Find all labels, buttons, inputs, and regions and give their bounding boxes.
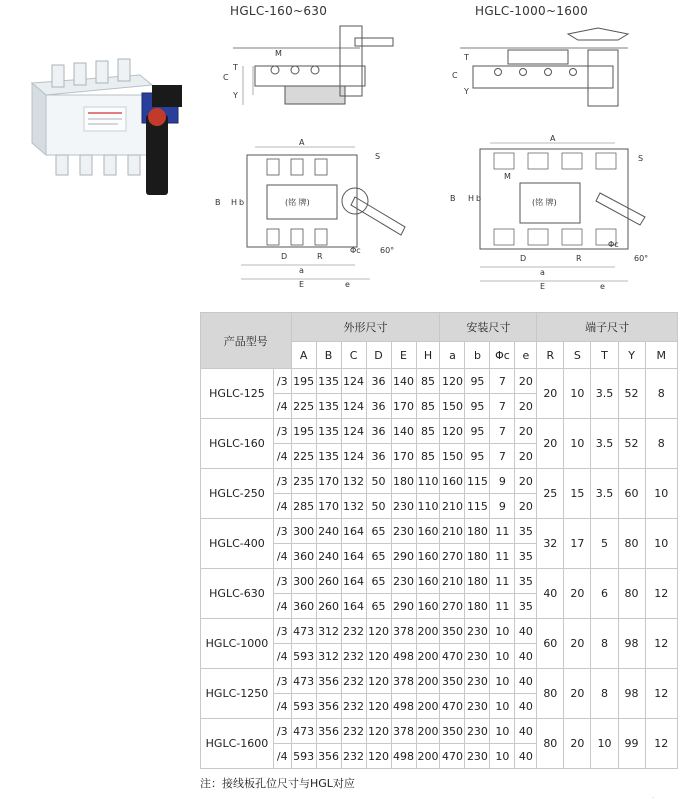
table-cell: 120: [366, 669, 391, 694]
table-cell: 120: [366, 694, 391, 719]
table-cell: 210: [440, 494, 465, 519]
terminal-cell: 3.5: [591, 469, 618, 519]
table-cell: 7: [490, 394, 515, 419]
side-view-left: [215, 20, 395, 120]
label-s-left: S: [375, 152, 381, 161]
terminal-cell: 8: [645, 419, 677, 469]
label-m-left: M: [275, 49, 282, 58]
header-group-row: [201, 313, 678, 342]
table-cell: 470: [440, 644, 465, 669]
model-name: HGLC-250: [201, 469, 274, 519]
table-cell: 230: [465, 719, 490, 744]
table-cell: 232: [341, 619, 366, 644]
table-cell: 160: [416, 569, 440, 594]
table-cell: 120: [366, 644, 391, 669]
model-header: 产品型号: [201, 313, 292, 369]
label-bsmall-left: b: [239, 198, 245, 207]
table-cell: 50: [366, 469, 391, 494]
table-cell: 10: [490, 619, 515, 644]
table-row: [201, 619, 678, 644]
label-d-right: D: [520, 254, 527, 263]
terminal-cell: 25: [537, 469, 564, 519]
table-cell: 36: [366, 394, 391, 419]
table-cell: 232: [341, 669, 366, 694]
terminal-cell: 20: [537, 369, 564, 419]
model-name: HGLC-160: [201, 419, 274, 469]
table-cell: 20: [515, 419, 537, 444]
table-cell: 200: [416, 694, 440, 719]
table-cell: 35: [515, 519, 537, 544]
pole-suffix: /4: [273, 644, 291, 669]
group-header: 端子尺寸: [537, 313, 678, 342]
pole-suffix: /4: [273, 444, 291, 469]
label-m-right: M: [504, 172, 511, 181]
table-cell: 230: [391, 519, 416, 544]
table-cell: 498: [391, 744, 416, 769]
pole-suffix: /4: [273, 594, 291, 619]
label-esmall-left: e: [345, 280, 350, 289]
pole-suffix: /4: [273, 544, 291, 569]
table-cell: 85: [416, 394, 440, 419]
table-row: [201, 369, 678, 394]
corner-mark: .: [652, 793, 654, 800]
label-y-right: Y: [464, 87, 469, 96]
table-cell: 260: [316, 569, 341, 594]
table-cell: 11: [490, 594, 515, 619]
model-name: HGLC-630: [201, 569, 274, 619]
spec-table: [200, 312, 678, 769]
terminal-cell: 98: [618, 619, 645, 669]
label-phic-right: Φc: [608, 240, 619, 249]
pole-suffix: /3: [273, 669, 291, 694]
table-cell: 85: [416, 419, 440, 444]
table-cell: 10: [490, 694, 515, 719]
table-cell: 200: [416, 744, 440, 769]
table-cell: 350: [440, 719, 465, 744]
table-cell: 160: [440, 469, 465, 494]
table-cell: 235: [291, 469, 316, 494]
terminal-cell: 10: [564, 419, 591, 469]
terminal-cell: 12: [645, 569, 677, 619]
table-cell: 593: [291, 744, 316, 769]
table-cell: 135: [316, 419, 341, 444]
table-cell: 20: [515, 469, 537, 494]
table-cell: 378: [391, 669, 416, 694]
column-header: Y: [618, 342, 645, 369]
table-cell: 40: [515, 719, 537, 744]
terminal-cell: 3.5: [591, 369, 618, 419]
pole-suffix: /3: [273, 569, 291, 594]
table-cell: 10: [490, 719, 515, 744]
pole-suffix: /3: [273, 719, 291, 744]
terminal-cell: 80: [537, 719, 564, 769]
table-cell: 225: [291, 394, 316, 419]
table-cell: 356: [316, 719, 341, 744]
terminal-cell: 8: [645, 369, 677, 419]
table-cell: 135: [316, 444, 341, 469]
table-cell: 498: [391, 694, 416, 719]
label-asmall-left: a: [299, 266, 304, 275]
terminal-cell: 80: [537, 669, 564, 719]
table-cell: 378: [391, 719, 416, 744]
label-angle-left: 60°: [380, 246, 395, 255]
table-cell: 195: [291, 419, 316, 444]
terminal-cell: 12: [645, 719, 677, 769]
table-cell: 225: [291, 444, 316, 469]
table-cell: 10: [490, 669, 515, 694]
label-a-left: A: [299, 138, 305, 147]
table-cell: 473: [291, 669, 316, 694]
table-cell: 36: [366, 444, 391, 469]
table-cell: 270: [440, 544, 465, 569]
column-header: A: [291, 342, 316, 369]
table-cell: 164: [341, 519, 366, 544]
label-a-right: A: [550, 135, 556, 143]
table-row: [201, 419, 678, 444]
table-cell: 35: [515, 544, 537, 569]
table-cell: 35: [515, 594, 537, 619]
column-header: M: [645, 342, 677, 369]
table-cell: 20: [515, 369, 537, 394]
table-cell: 95: [465, 444, 490, 469]
table-cell: 11: [490, 569, 515, 594]
model-name: HGLC-1000: [201, 619, 274, 669]
table-cell: 120: [440, 419, 465, 444]
label-bsmall-right: b: [476, 194, 482, 203]
model-name: HGLC-400: [201, 519, 274, 569]
column-header: S: [564, 342, 591, 369]
table-cell: 40: [515, 644, 537, 669]
table-cell: 498: [391, 644, 416, 669]
label-s-right: S: [638, 154, 644, 163]
terminal-cell: 52: [618, 419, 645, 469]
model-name: HGLC-125: [201, 369, 274, 419]
table-cell: 85: [416, 369, 440, 394]
table-cell: 135: [316, 394, 341, 419]
table-cell: 20: [515, 444, 537, 469]
nameplate-left: (铭 牌): [285, 198, 310, 207]
column-header: a: [440, 342, 465, 369]
table-cell: 356: [316, 669, 341, 694]
table-cell: 36: [366, 369, 391, 394]
pole-suffix: /3: [273, 369, 291, 394]
label-b-right: B: [450, 194, 456, 203]
table-cell: 170: [316, 469, 341, 494]
terminal-cell: 3.5: [591, 419, 618, 469]
top-view-right: [440, 135, 680, 295]
column-header: C: [341, 342, 366, 369]
pole-suffix: /4: [273, 694, 291, 719]
table-cell: 36: [366, 419, 391, 444]
table-cell: 160: [416, 519, 440, 544]
terminal-cell: 6: [591, 569, 618, 619]
table-cell: 230: [465, 744, 490, 769]
label-b-left: B: [215, 198, 221, 207]
terminal-cell: 80: [618, 519, 645, 569]
column-header: D: [366, 342, 391, 369]
label-e-right: E: [540, 282, 546, 291]
table-row: [201, 719, 678, 744]
label-asmall-right: a: [540, 268, 545, 277]
pole-suffix: /3: [273, 469, 291, 494]
pole-suffix: /3: [273, 419, 291, 444]
table-cell: 124: [341, 369, 366, 394]
column-header: R: [537, 342, 564, 369]
table-cell: 360: [291, 544, 316, 569]
column-header: H: [416, 342, 440, 369]
table-cell: 285: [291, 494, 316, 519]
table-cell: 200: [416, 619, 440, 644]
table-cell: 473: [291, 619, 316, 644]
label-c-right: C: [452, 71, 458, 80]
terminal-cell: 20: [564, 569, 591, 619]
terminal-cell: 80: [618, 569, 645, 619]
table-cell: 200: [416, 644, 440, 669]
table-cell: 85: [416, 444, 440, 469]
table-cell: 150: [440, 394, 465, 419]
table-cell: 65: [366, 594, 391, 619]
table-cell: 210: [440, 519, 465, 544]
column-header: T: [591, 342, 618, 369]
table-cell: 473: [291, 719, 316, 744]
table-cell: 350: [440, 669, 465, 694]
table-cell: 300: [291, 519, 316, 544]
table-cell: 120: [366, 719, 391, 744]
terminal-cell: 8: [591, 669, 618, 719]
terminal-cell: 12: [645, 619, 677, 669]
table-cell: 180: [465, 569, 490, 594]
table-cell: 270: [440, 594, 465, 619]
label-y-left: Y: [233, 91, 238, 100]
table-cell: 312: [316, 644, 341, 669]
table-cell: 180: [465, 519, 490, 544]
terminal-cell: 32: [537, 519, 564, 569]
table-row: [201, 519, 678, 544]
table-cell: 40: [515, 619, 537, 644]
table-cell: 150: [440, 444, 465, 469]
terminal-cell: 20: [564, 619, 591, 669]
model-name: HGLC-1250: [201, 669, 274, 719]
table-header: [201, 313, 678, 369]
label-h-right: H: [468, 194, 475, 203]
table-cell: 140: [391, 419, 416, 444]
table-cell: 230: [391, 569, 416, 594]
table-row: [201, 569, 678, 594]
table-cell: 230: [465, 619, 490, 644]
table-cell: 356: [316, 694, 341, 719]
table-cell: 120: [366, 619, 391, 644]
table-cell: 170: [391, 444, 416, 469]
nameplate-right: (铭 牌): [532, 198, 557, 207]
table-cell: 140: [391, 369, 416, 394]
table-cell: 230: [465, 644, 490, 669]
group-header: 安装尺寸: [440, 313, 537, 342]
terminal-cell: 52: [618, 369, 645, 419]
table-cell: 164: [341, 569, 366, 594]
label-d-left: D: [281, 252, 288, 261]
table-cell: 7: [490, 419, 515, 444]
terminal-cell: 98: [618, 669, 645, 719]
table-cell: 312: [316, 619, 341, 644]
label-t-right: T: [464, 53, 469, 62]
label-r-right: R: [576, 254, 582, 263]
table-cell: 115: [465, 469, 490, 494]
table-cell: 7: [490, 369, 515, 394]
table-cell: 232: [341, 719, 366, 744]
table-cell: 95: [465, 419, 490, 444]
product-photo: [22, 55, 192, 195]
table-cell: 232: [341, 644, 366, 669]
terminal-cell: 10: [564, 369, 591, 419]
table-cell: 160: [416, 544, 440, 569]
label-t-left: T: [233, 63, 238, 72]
pole-suffix: /4: [273, 744, 291, 769]
table-cell: 260: [316, 594, 341, 619]
terminal-cell: 10: [645, 519, 677, 569]
terminal-cell: 20: [564, 719, 591, 769]
table-cell: 7: [490, 444, 515, 469]
table-cell: 164: [341, 544, 366, 569]
table-cell: 195: [291, 369, 316, 394]
terminal-cell: 10: [591, 719, 618, 769]
table-cell: 240: [316, 544, 341, 569]
table-cell: 240: [316, 519, 341, 544]
side-view-right: [448, 20, 648, 120]
table-cell: 110: [416, 494, 440, 519]
table-cell: 230: [465, 669, 490, 694]
terminal-cell: 20: [537, 419, 564, 469]
terminal-cell: 8: [591, 619, 618, 669]
table-cell: 50: [366, 494, 391, 519]
table-cell: 10: [490, 644, 515, 669]
table-cell: 232: [341, 744, 366, 769]
table-cell: 65: [366, 519, 391, 544]
table-cell: 11: [490, 519, 515, 544]
footnote: 注：接线板孔位尺寸与HGL对应: [200, 777, 355, 790]
table-cell: 360: [291, 594, 316, 619]
label-r-left: R: [317, 252, 323, 261]
group-header: 外形尺寸: [291, 313, 440, 342]
pole-suffix: /3: [273, 519, 291, 544]
table-cell: 232: [341, 694, 366, 719]
label-angle-right: 60°: [634, 254, 649, 263]
table-cell: 132: [341, 494, 366, 519]
table-row: [201, 669, 678, 694]
terminal-cell: 10: [645, 469, 677, 519]
title-left: HGLC-160~630: [230, 4, 328, 18]
column-header: Φc: [490, 342, 515, 369]
pole-suffix: /4: [273, 494, 291, 519]
terminal-cell: 20: [564, 669, 591, 719]
terminal-cell: 12: [645, 669, 677, 719]
table-cell: 40: [515, 694, 537, 719]
table-cell: 180: [391, 469, 416, 494]
top-view-left: [205, 135, 435, 295]
column-header: e: [515, 342, 537, 369]
column-header: b: [465, 342, 490, 369]
title-right: HGLC-1000~1600: [475, 4, 589, 18]
terminal-cell: 15: [564, 469, 591, 519]
table-cell: 200: [416, 719, 440, 744]
table-cell: 593: [291, 644, 316, 669]
table-cell: 132: [341, 469, 366, 494]
terminal-cell: 17: [564, 519, 591, 569]
table-cell: 300: [291, 569, 316, 594]
table-cell: 124: [341, 419, 366, 444]
table-cell: 10: [490, 744, 515, 769]
table-cell: 164: [341, 594, 366, 619]
table-cell: 20: [515, 394, 537, 419]
table-cell: 9: [490, 469, 515, 494]
table-cell: 65: [366, 544, 391, 569]
table-cell: 230: [391, 494, 416, 519]
table-cell: 290: [391, 594, 416, 619]
table-cell: 65: [366, 569, 391, 594]
label-e-left: E: [299, 280, 305, 289]
pole-suffix: /4: [273, 394, 291, 419]
label-phic-left: Φc: [350, 246, 361, 255]
terminal-cell: 40: [537, 569, 564, 619]
table-cell: 9: [490, 494, 515, 519]
table-cell: 593: [291, 694, 316, 719]
table-cell: 160: [416, 594, 440, 619]
table-cell: 230: [465, 694, 490, 719]
pole-suffix: /3: [273, 619, 291, 644]
table-cell: 180: [465, 544, 490, 569]
model-name: HGLC-1600: [201, 719, 274, 769]
table-cell: 40: [515, 744, 537, 769]
table-cell: 470: [440, 744, 465, 769]
table-cell: 124: [341, 444, 366, 469]
table-cell: 35: [515, 569, 537, 594]
table-cell: 120: [366, 744, 391, 769]
label-c-left: C: [223, 73, 229, 82]
table-row: [201, 469, 678, 494]
table-cell: 200: [416, 669, 440, 694]
table-cell: 124: [341, 394, 366, 419]
table-cell: 170: [316, 494, 341, 519]
table-cell: 115: [465, 494, 490, 519]
table-cell: 210: [440, 569, 465, 594]
table-cell: 120: [440, 369, 465, 394]
table-cell: 95: [465, 369, 490, 394]
table-cell: 378: [391, 619, 416, 644]
table-cell: 170: [391, 394, 416, 419]
table-cell: 40: [515, 669, 537, 694]
table-cell: 20: [515, 494, 537, 519]
table-cell: 350: [440, 619, 465, 644]
table-cell: 290: [391, 544, 416, 569]
terminal-cell: 60: [618, 469, 645, 519]
table-cell: 470: [440, 694, 465, 719]
table-cell: 135: [316, 369, 341, 394]
table-cell: 356: [316, 744, 341, 769]
table-cell: 95: [465, 394, 490, 419]
column-header: B: [316, 342, 341, 369]
terminal-cell: 60: [537, 619, 564, 669]
table-body: [201, 369, 678, 769]
label-h-left: H: [231, 198, 238, 207]
table-cell: 110: [416, 469, 440, 494]
column-header: E: [391, 342, 416, 369]
terminal-cell: 99: [618, 719, 645, 769]
table-cell: 11: [490, 544, 515, 569]
terminal-cell: 5: [591, 519, 618, 569]
table-cell: 180: [465, 594, 490, 619]
label-esmall-right: e: [600, 282, 605, 291]
